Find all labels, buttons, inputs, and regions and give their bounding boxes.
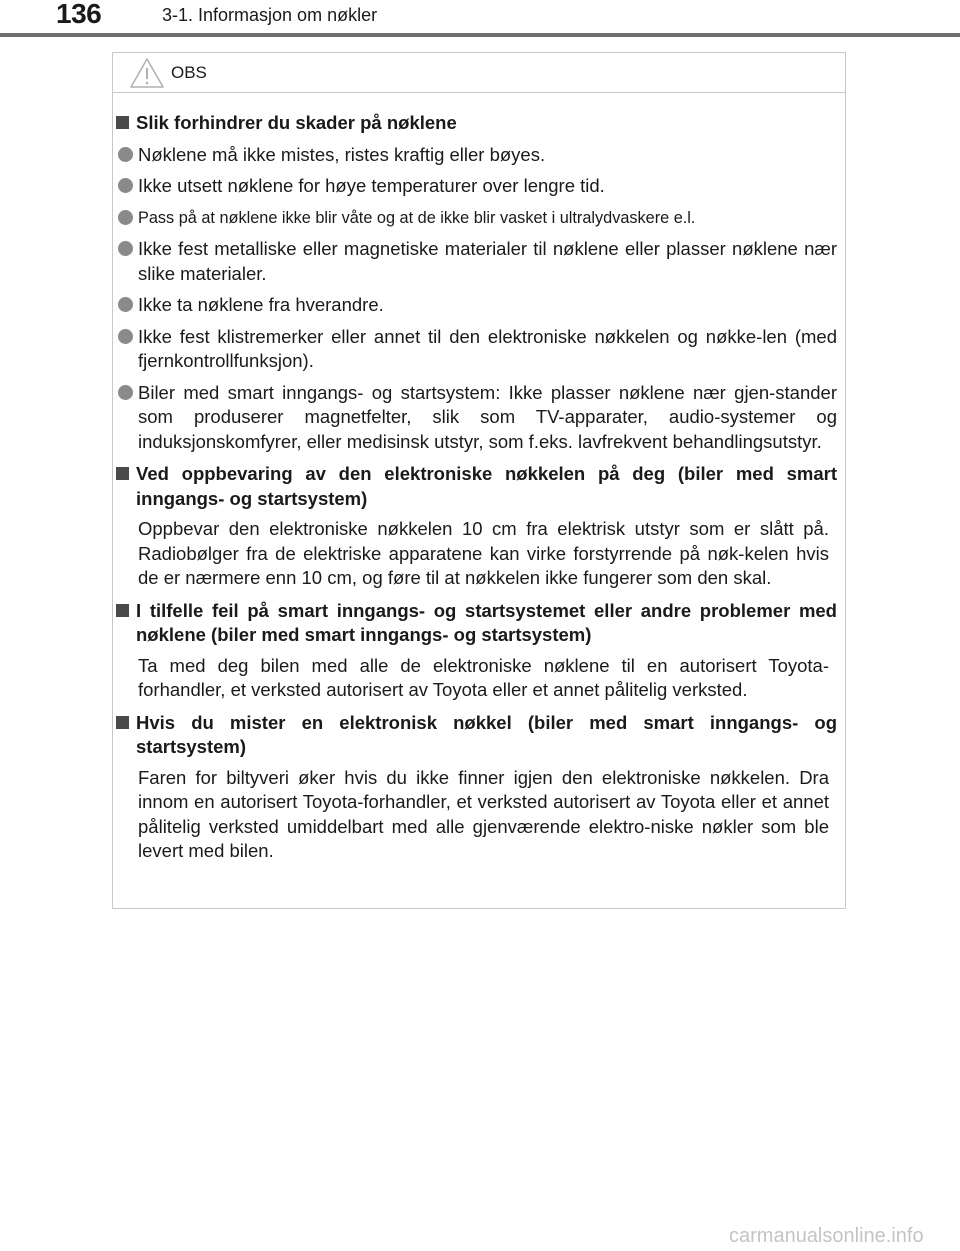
square-bullet-icon xyxy=(116,716,129,729)
square-bullet-icon xyxy=(116,116,129,129)
list-item: Ikke ta nøklene fra hverandre. xyxy=(113,293,837,318)
section-body: Faren for biltyveri øker hvis du ikke finner igjen den elektroniske nøkkelen. Dra innom en autorisert Toyota-forhandler, et verksted autorisert av Toyota eller et annet pålitelig verksted umiddelbart med alle gjenværende elektro-niske nøkler som ble levert med bilen. xyxy=(138,766,829,861)
list-item: Biler med smart inngangs- og startsystem: Ikke plasser nøklene nær gjen-stander som produserer magnetfelter, slik som TV-apparater, audio-systemer og induksjonskomfyrer, eller medisinsk utstyr, som f.eks. lavfrekvent behandlingsutstyr. xyxy=(113,381,837,455)
round-bullet-icon xyxy=(118,329,133,344)
section-heading: Hvis du mister en elektronisk nøkkel (biler med smart inngangs- og startsystem) xyxy=(113,711,837,760)
section-body: Ta med deg bilen med alle de elektroniske nøklene til en autorisert Toyota-forhandler, et verksted autorisert av Toyota eller et annet pålitelig verksted. xyxy=(138,654,829,700)
section-heading: Slik forhindrer du skader på nøklene xyxy=(113,111,837,136)
round-bullet-icon xyxy=(118,241,133,256)
page-number: 136 xyxy=(56,0,102,29)
notice-content xyxy=(113,103,845,864)
round-bullet-icon xyxy=(118,178,133,193)
notice-section xyxy=(113,711,845,864)
list-item: Ikke utsett nøklene for høye temperaturer over lengre tid. xyxy=(113,174,837,199)
list-item: Nøklene må ikke mistes, ristes kraftig eller bøyes. xyxy=(113,143,837,168)
list-item: Ikke fest klistremerker eller annet til den elektroniske nøkkelen og nøkke-len (med fjernkontrollfunksjon). xyxy=(113,325,837,374)
warning-triangle-icon xyxy=(129,57,165,89)
notice-section xyxy=(113,111,845,454)
section-heading: I tilfelle feil på smart inngangs- og startsystemet eller andre problemer med nøklene (biler med smart inngangs- og startsystem) xyxy=(113,599,837,648)
notice-header xyxy=(113,53,845,93)
section-body: Oppbevar den elektroniske nøkkelen 10 cm fra elektrisk utstyr som er slått på. Radiobølger fra de elektriske apparatene kan virke forstyrrende på nøk-kelen hvis de er nærmere enn 10 cm, og føre til at nøkkelen ikke fungerer som den skal. xyxy=(138,518,829,588)
square-bullet-icon xyxy=(116,467,129,480)
round-bullet-icon xyxy=(118,297,133,312)
round-bullet-icon xyxy=(118,210,133,225)
section-title: 3-1. Informasjon om nøkler xyxy=(162,5,378,25)
list-item: Ikke fest metalliske eller magnetiske materialer til nøklene eller plasser nøklene nær slike materialer. xyxy=(113,237,837,286)
notice-section xyxy=(113,599,845,703)
square-bullet-icon xyxy=(116,604,129,617)
section-heading: Ved oppbevaring av den elektroniske nøkkelen på deg (biler med smart inngangs- og startsystem) xyxy=(113,462,837,511)
notice-box xyxy=(112,52,846,909)
list-item: Pass på at nøklene ikke blir våte og at de ikke blir vasket i ultralydvaskere e.l. xyxy=(113,206,837,231)
notice-label: OBS xyxy=(171,63,207,82)
watermark: carmanualsonline.info xyxy=(729,1225,924,1247)
notice-section xyxy=(113,462,845,591)
round-bullet-icon xyxy=(118,385,133,400)
header-rule xyxy=(0,33,960,37)
round-bullet-icon xyxy=(118,147,133,162)
page-header xyxy=(0,0,960,40)
